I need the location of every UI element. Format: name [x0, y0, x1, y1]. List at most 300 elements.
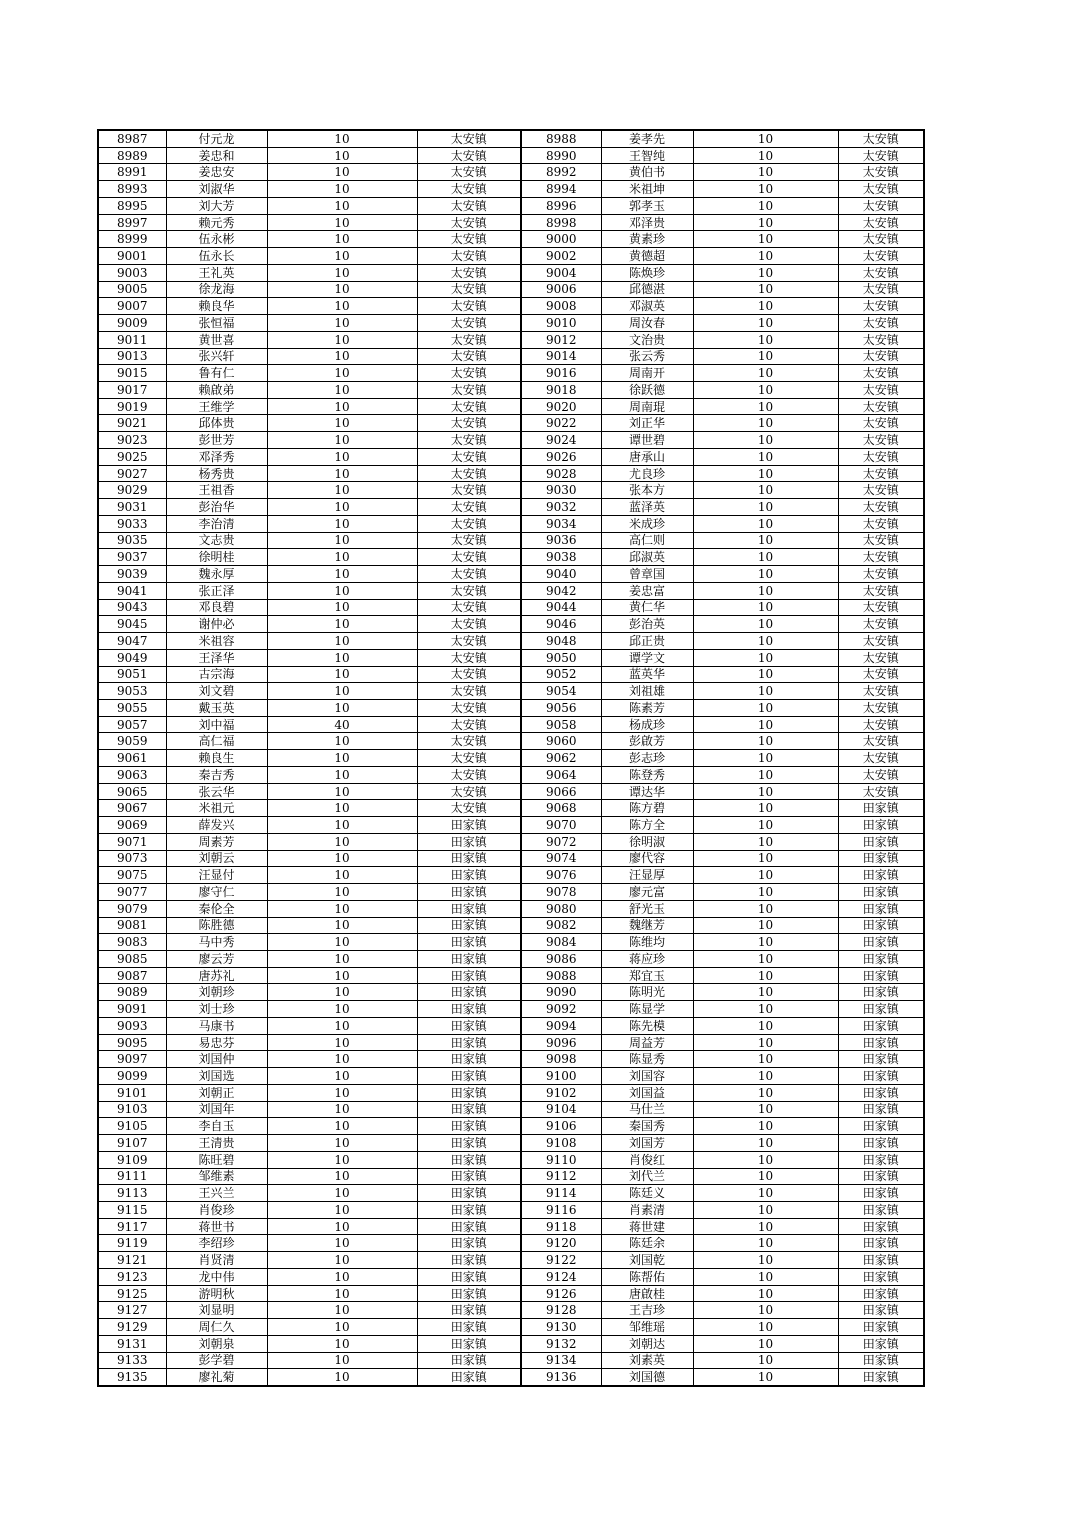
person-name-cell: 陈旺碧: [166, 1151, 267, 1168]
person-name-cell: 蓝泽英: [601, 499, 693, 516]
township-cell: 田家镇: [417, 1202, 521, 1219]
person-name-cell: 王吉珍: [601, 1302, 693, 1319]
amount-cell: 10: [693, 1051, 838, 1068]
person-name-cell: 陈帮佑: [601, 1268, 693, 1285]
table-row: [98, 950, 924, 967]
record-number-cell: 9029: [98, 482, 166, 499]
amount-cell: 10: [693, 248, 838, 265]
person-name-cell: 杨成珍: [601, 716, 693, 733]
table-row: [98, 566, 924, 583]
table-row: [98, 800, 924, 817]
township-cell: 太安镇: [838, 599, 924, 616]
amount-cell: 10: [693, 197, 838, 214]
person-name-cell: 刘显明: [166, 1302, 267, 1319]
person-name-cell: 刘国选: [166, 1068, 267, 1085]
record-number-cell: 9122: [521, 1252, 601, 1269]
person-name-cell: 王泽华: [166, 649, 267, 666]
township-cell: 太安镇: [838, 164, 924, 181]
amount-cell: 10: [693, 1084, 838, 1101]
record-number-cell: 9091: [98, 1001, 166, 1018]
table-row: [98, 867, 924, 884]
amount-cell: 10: [267, 1268, 417, 1285]
record-number-cell: 9024: [521, 432, 601, 449]
township-cell: 田家镇: [417, 833, 521, 850]
person-name-cell: 赖元秀: [166, 214, 267, 231]
township-cell: 田家镇: [838, 1185, 924, 1202]
record-number-cell: 9020: [521, 398, 601, 415]
record-number-cell: 9118: [521, 1218, 601, 1235]
township-cell: 太安镇: [838, 214, 924, 231]
person-name-cell: 谢仲必: [166, 616, 267, 633]
person-name-cell: 彭啟芳: [601, 733, 693, 750]
table-row: [98, 817, 924, 834]
person-name-cell: 刘中福: [166, 716, 267, 733]
amount-cell: 10: [267, 1101, 417, 1118]
township-cell: 田家镇: [838, 1168, 924, 1185]
person-name-cell: 黄伯书: [601, 164, 693, 181]
person-name-cell: 陈廷义: [601, 1185, 693, 1202]
township-cell: 太安镇: [838, 130, 924, 147]
person-name-cell: 彭志珍: [601, 750, 693, 767]
township-cell: 太安镇: [838, 147, 924, 164]
record-number-cell: 8994: [521, 181, 601, 198]
table-row: [98, 1218, 924, 1235]
person-name-cell: 邹维瑶: [601, 1319, 693, 1336]
table-row: [98, 1268, 924, 1285]
table-row: [98, 448, 924, 465]
record-number-cell: 9065: [98, 783, 166, 800]
table-row: [98, 783, 924, 800]
table-row: [98, 850, 924, 867]
record-number-cell: 9087: [98, 967, 166, 984]
township-cell: 太安镇: [838, 248, 924, 265]
person-name-cell: 王智纯: [601, 147, 693, 164]
record-number-cell: 9057: [98, 716, 166, 733]
amount-cell: 10: [267, 264, 417, 281]
township-cell: 太安镇: [838, 197, 924, 214]
township-cell: 太安镇: [838, 281, 924, 298]
record-number-cell: 9055: [98, 699, 166, 716]
person-name-cell: 文治贵: [601, 331, 693, 348]
amount-cell: 10: [693, 415, 838, 432]
person-name-cell: 刘朝珍: [166, 984, 267, 1001]
township-cell: 田家镇: [838, 1285, 924, 1302]
record-number-cell: 9044: [521, 599, 601, 616]
township-cell: 田家镇: [838, 1001, 924, 1018]
table-row: [98, 331, 924, 348]
person-name-cell: 陈方全: [601, 817, 693, 834]
person-name-cell: 黄仁华: [601, 599, 693, 616]
record-number-cell: 9042: [521, 582, 601, 599]
person-name-cell: 姜忠安: [166, 164, 267, 181]
table-row: [98, 164, 924, 181]
amount-cell: 10: [693, 666, 838, 683]
record-number-cell: 9004: [521, 264, 601, 281]
township-cell: 太安镇: [838, 398, 924, 415]
person-name-cell: 易忠芬: [166, 1034, 267, 1051]
record-number-cell: 8997: [98, 214, 166, 231]
table-row: [98, 750, 924, 767]
amount-cell: 10: [693, 231, 838, 248]
person-name-cell: 王祖香: [166, 482, 267, 499]
township-cell: 田家镇: [838, 1135, 924, 1152]
record-number-cell: 9002: [521, 248, 601, 265]
amount-cell: 10: [267, 666, 417, 683]
township-cell: 太安镇: [417, 649, 521, 666]
township-cell: 田家镇: [417, 1051, 521, 1068]
amount-cell: 10: [693, 382, 838, 399]
person-name-cell: 肖素清: [601, 1202, 693, 1219]
table-row: [98, 984, 924, 1001]
record-number-cell: 9068: [521, 800, 601, 817]
township-cell: 太安镇: [838, 181, 924, 198]
person-name-cell: 彭治华: [166, 499, 267, 516]
amount-cell: 10: [693, 1302, 838, 1319]
person-name-cell: 刘国芳: [601, 1135, 693, 1152]
person-name-cell: 鲁有仁: [166, 365, 267, 382]
amount-cell: 10: [267, 950, 417, 967]
table-row: [98, 214, 924, 231]
table-row: [98, 515, 924, 532]
table-row: [98, 733, 924, 750]
record-number-cell: 9106: [521, 1118, 601, 1135]
record-number-cell: 9030: [521, 482, 601, 499]
person-name-cell: 邱淑英: [601, 549, 693, 566]
amount-cell: 10: [267, 750, 417, 767]
record-number-cell: 9054: [521, 683, 601, 700]
record-number-cell: 9072: [521, 833, 601, 850]
amount-cell: 10: [267, 599, 417, 616]
person-name-cell: 彭世芳: [166, 432, 267, 449]
person-name-cell: 赖良生: [166, 750, 267, 767]
township-cell: 太安镇: [838, 432, 924, 449]
table-row: [98, 197, 924, 214]
record-number-cell: 9013: [98, 348, 166, 365]
person-name-cell: 古宗海: [166, 666, 267, 683]
person-name-cell: 陈明光: [601, 984, 693, 1001]
township-cell: 田家镇: [838, 1235, 924, 1252]
amount-cell: 10: [693, 1319, 838, 1336]
person-name-cell: 彭学碧: [166, 1352, 267, 1369]
amount-cell: 10: [267, 884, 417, 901]
township-cell: 太安镇: [417, 264, 521, 281]
person-name-cell: 邓泽贵: [601, 214, 693, 231]
person-name-cell: 赖啟弟: [166, 382, 267, 399]
township-cell: 田家镇: [417, 1369, 521, 1386]
amount-cell: 10: [267, 683, 417, 700]
record-table: [97, 129, 925, 1387]
person-name-cell: 张云秀: [601, 348, 693, 365]
person-name-cell: 邱正贵: [601, 633, 693, 650]
amount-cell: 10: [267, 1017, 417, 1034]
amount-cell: 10: [693, 984, 838, 1001]
record-number-cell: 9062: [521, 750, 601, 767]
amount-cell: 10: [693, 348, 838, 365]
amount-cell: 10: [693, 465, 838, 482]
amount-cell: 10: [693, 181, 838, 198]
township-cell: 田家镇: [838, 1352, 924, 1369]
amount-cell: 10: [693, 298, 838, 315]
township-cell: 太安镇: [838, 649, 924, 666]
township-cell: 太安镇: [417, 348, 521, 365]
amount-cell: 10: [267, 298, 417, 315]
township-cell: 田家镇: [417, 1135, 521, 1152]
person-name-cell: 周南琨: [601, 398, 693, 415]
table-row: [98, 1352, 924, 1369]
record-number-cell: 9045: [98, 616, 166, 633]
amount-cell: 10: [693, 482, 838, 499]
person-name-cell: 秦国秀: [601, 1118, 693, 1135]
person-name-cell: 邓淑英: [601, 298, 693, 315]
amount-cell: 10: [693, 967, 838, 984]
person-name-cell: 刘大芳: [166, 197, 267, 214]
record-number-cell: 9067: [98, 800, 166, 817]
person-name-cell: 张本方: [601, 482, 693, 499]
record-number-cell: 9134: [521, 1352, 601, 1369]
township-cell: 田家镇: [838, 1084, 924, 1101]
amount-cell: 10: [267, 649, 417, 666]
person-name-cell: 彭治英: [601, 616, 693, 633]
township-cell: 田家镇: [417, 934, 521, 951]
table-row: [98, 766, 924, 783]
township-cell: 太安镇: [417, 331, 521, 348]
record-number-cell: 9108: [521, 1135, 601, 1152]
person-name-cell: 谭学文: [601, 649, 693, 666]
record-number-cell: 9094: [521, 1017, 601, 1034]
table-row: [98, 1202, 924, 1219]
amount-cell: 10: [693, 1001, 838, 1018]
record-number-cell: 9038: [521, 549, 601, 566]
person-name-cell: 廖守仁: [166, 884, 267, 901]
amount-cell: 10: [267, 783, 417, 800]
table-row: [98, 900, 924, 917]
record-number-cell: 9100: [521, 1068, 601, 1085]
record-number-cell: 8989: [98, 147, 166, 164]
record-number-cell: 9009: [98, 315, 166, 332]
record-number-cell: 9061: [98, 750, 166, 767]
table-row: [98, 967, 924, 984]
person-name-cell: 陈显学: [601, 1001, 693, 1018]
amount-cell: 10: [693, 147, 838, 164]
amount-cell: 10: [693, 448, 838, 465]
record-number-cell: 9047: [98, 633, 166, 650]
record-number-cell: 9074: [521, 850, 601, 867]
township-cell: 田家镇: [417, 867, 521, 884]
record-number-cell: 9111: [98, 1168, 166, 1185]
amount-cell: 10: [693, 1185, 838, 1202]
record-number-cell: 9018: [521, 382, 601, 399]
person-name-cell: 刘朝达: [601, 1335, 693, 1352]
record-number-cell: 9051: [98, 666, 166, 683]
record-number-cell: 8998: [521, 214, 601, 231]
amount-cell: 10: [693, 1335, 838, 1352]
table-row: [98, 231, 924, 248]
table-row: [98, 549, 924, 566]
person-name-cell: 周益芳: [601, 1034, 693, 1051]
amount-cell: 10: [267, 766, 417, 783]
township-cell: 田家镇: [838, 884, 924, 901]
township-cell: 田家镇: [838, 817, 924, 834]
record-number-cell: 9082: [521, 917, 601, 934]
person-name-cell: 秦吉秀: [166, 766, 267, 783]
amount-cell: 10: [693, 1235, 838, 1252]
township-cell: 田家镇: [417, 1101, 521, 1118]
township-cell: 田家镇: [417, 1001, 521, 1018]
amount-cell: 10: [267, 1168, 417, 1185]
township-cell: 太安镇: [838, 331, 924, 348]
amount-cell: 10: [267, 248, 417, 265]
record-number-cell: 9102: [521, 1084, 601, 1101]
amount-cell: 10: [267, 1335, 417, 1352]
person-name-cell: 蒋世建: [601, 1218, 693, 1235]
amount-cell: 10: [267, 348, 417, 365]
table-row: [98, 248, 924, 265]
record-number-cell: 8995: [98, 197, 166, 214]
amount-cell: 10: [267, 833, 417, 850]
table-row: [98, 348, 924, 365]
person-name-cell: 肖俊珍: [166, 1202, 267, 1219]
amount-cell: 10: [267, 1218, 417, 1235]
record-number-cell: 9095: [98, 1034, 166, 1051]
township-cell: 田家镇: [417, 1034, 521, 1051]
person-name-cell: 刘朝云: [166, 850, 267, 867]
person-name-cell: 徐跃德: [601, 382, 693, 399]
amount-cell: 10: [693, 1068, 838, 1085]
table-row: [98, 147, 924, 164]
amount-cell: 10: [693, 499, 838, 516]
township-cell: 太安镇: [417, 398, 521, 415]
person-name-cell: 刘淑华: [166, 181, 267, 198]
amount-cell: 10: [267, 1118, 417, 1135]
township-cell: 田家镇: [838, 934, 924, 951]
record-number-cell: 9127: [98, 1302, 166, 1319]
amount-cell: 10: [267, 382, 417, 399]
person-name-cell: 王清贵: [166, 1135, 267, 1152]
township-cell: 太安镇: [838, 482, 924, 499]
amount-cell: 10: [693, 1151, 838, 1168]
amount-cell: 10: [267, 515, 417, 532]
township-cell: 田家镇: [417, 917, 521, 934]
record-number-cell: 9048: [521, 633, 601, 650]
township-cell: 田家镇: [838, 800, 924, 817]
amount-cell: 10: [693, 1352, 838, 1369]
person-name-cell: 文志贵: [166, 532, 267, 549]
person-name-cell: 刘国德: [601, 1369, 693, 1386]
amount-cell: 10: [267, 415, 417, 432]
township-cell: 太安镇: [417, 147, 521, 164]
amount-cell: 10: [267, 1252, 417, 1269]
record-number-cell: 9090: [521, 984, 601, 1001]
township-cell: 田家镇: [838, 850, 924, 867]
record-number-cell: 9073: [98, 850, 166, 867]
township-cell: 田家镇: [417, 1235, 521, 1252]
person-name-cell: 徐明淑: [601, 833, 693, 850]
person-name-cell: 李治清: [166, 515, 267, 532]
person-name-cell: 唐承山: [601, 448, 693, 465]
record-number-cell: 8999: [98, 231, 166, 248]
table-row: [98, 1001, 924, 1018]
person-name-cell: 米祖容: [166, 633, 267, 650]
township-cell: 田家镇: [838, 1202, 924, 1219]
amount-cell: 10: [693, 1268, 838, 1285]
person-name-cell: 周素芳: [166, 833, 267, 850]
amount-cell: 10: [267, 633, 417, 650]
township-cell: 太安镇: [417, 432, 521, 449]
amount-cell: 10: [267, 147, 417, 164]
amount-cell: 10: [267, 1352, 417, 1369]
amount-cell: 10: [693, 515, 838, 532]
amount-cell: 10: [693, 950, 838, 967]
record-number-cell: 9019: [98, 398, 166, 415]
record-number-cell: 9059: [98, 733, 166, 750]
township-cell: 太安镇: [838, 298, 924, 315]
person-name-cell: 黄素珍: [601, 231, 693, 248]
person-name-cell: 陈登秀: [601, 766, 693, 783]
township-cell: 太安镇: [838, 515, 924, 532]
table-row: [98, 532, 924, 549]
township-cell: 太安镇: [417, 465, 521, 482]
amount-cell: 10: [267, 1235, 417, 1252]
table-row: [98, 1335, 924, 1352]
person-name-cell: 刘国乾: [601, 1252, 693, 1269]
township-cell: 太安镇: [838, 465, 924, 482]
person-name-cell: 徐龙海: [166, 281, 267, 298]
township-cell: 太安镇: [417, 382, 521, 399]
table-row: [98, 315, 924, 332]
person-name-cell: 肖俊红: [601, 1151, 693, 1168]
record-number-cell: 9060: [521, 733, 601, 750]
township-cell: 田家镇: [417, 1084, 521, 1101]
amount-cell: 10: [267, 1285, 417, 1302]
township-cell: 太安镇: [417, 315, 521, 332]
amount-cell: 10: [693, 1285, 838, 1302]
table-row: [98, 649, 924, 666]
person-name-cell: 周汝春: [601, 315, 693, 332]
amount-cell: 10: [267, 281, 417, 298]
table-row: [98, 398, 924, 415]
township-cell: 田家镇: [838, 900, 924, 917]
township-cell: 田家镇: [417, 1352, 521, 1369]
record-number-cell: 9103: [98, 1101, 166, 1118]
person-name-cell: 姜孝先: [601, 130, 693, 147]
record-number-cell: 9069: [98, 817, 166, 834]
record-number-cell: 9117: [98, 1218, 166, 1235]
township-cell: 太安镇: [417, 716, 521, 733]
amount-cell: 10: [693, 1034, 838, 1051]
person-name-cell: 周仁久: [166, 1319, 267, 1336]
person-name-cell: 李自玉: [166, 1118, 267, 1135]
record-number-cell: 9010: [521, 315, 601, 332]
township-cell: 田家镇: [417, 1017, 521, 1034]
person-name-cell: 曾章国: [601, 566, 693, 583]
table-row: [98, 1252, 924, 1269]
person-name-cell: 刘国益: [601, 1084, 693, 1101]
person-name-cell: 陈显秀: [601, 1051, 693, 1068]
table-row: [98, 1302, 924, 1319]
table-row: [98, 281, 924, 298]
record-number-cell: 9133: [98, 1352, 166, 1369]
person-name-cell: 游明秋: [166, 1285, 267, 1302]
record-number-cell: 9101: [98, 1084, 166, 1101]
township-cell: 田家镇: [417, 1185, 521, 1202]
person-name-cell: 马康书: [166, 1017, 267, 1034]
township-cell: 太安镇: [838, 683, 924, 700]
township-cell: 太安镇: [417, 298, 521, 315]
township-cell: 太安镇: [417, 181, 521, 198]
person-name-cell: 尤良珍: [601, 465, 693, 482]
record-number-cell: 9135: [98, 1369, 166, 1386]
record-number-cell: 9008: [521, 298, 601, 315]
